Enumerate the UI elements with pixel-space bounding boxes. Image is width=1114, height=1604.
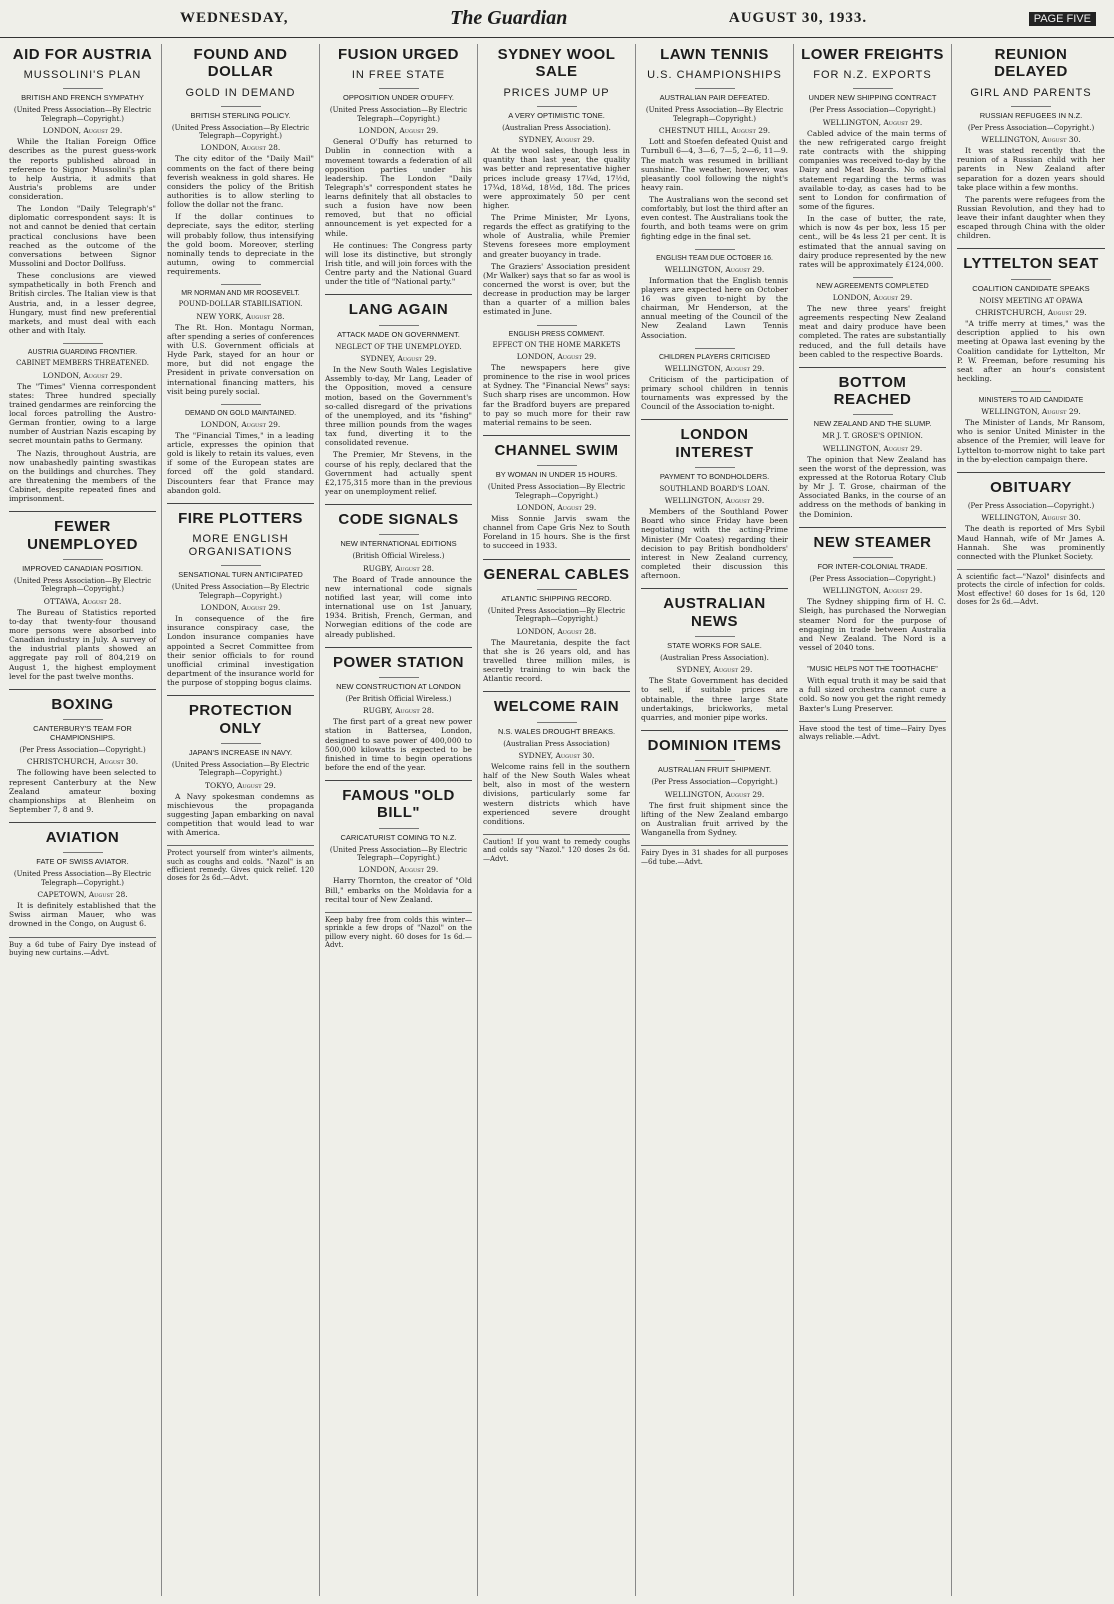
article-headline: PROTECTION ONLY	[188, 702, 293, 737]
rule	[695, 760, 735, 761]
article-dateline: LONDON, August 29.	[516, 352, 597, 361]
article	[325, 294, 472, 496]
article-paragraph: General O'Duffy has returned to Dublin in connection with a movement towards a federation of all opposition parties under his leadership. The London "Daily Telegraph's" correspondent states he learns definitely that all obstacles to such a fusion have now been removed, but that no official announcement is yet expected for a while.	[325, 137, 472, 238]
article-byline: SOUTHLAND BOARD'S LOAN.	[659, 484, 770, 493]
article-headline: LONDON INTEREST	[675, 426, 754, 461]
article-dateline: LONDON, August 28.	[516, 626, 597, 636]
rule	[853, 88, 893, 89]
article-paragraph: A Navy spokesman condemns as mischievous the propaganda suggesting Japan embarking on naval competition that would lead to war with America.	[167, 791, 314, 838]
article-headline: BOXING	[51, 695, 114, 713]
article-subdeck: DEMAND ON GOLD MAINTAINED.	[184, 409, 297, 417]
article-paragraph: The newspapers here give prominence to the rise in wool prices at Sydney. The "Financial News" says: Such sharp rises are uncommon. How far the Bradford buyers are prepared to pay so much more for their raw material remains to be seen.	[483, 363, 630, 427]
article-dateline: WELLINGTON, August 29.	[981, 407, 1081, 417]
article-paragraph: Miss Sonnie Jarvis swam the channel from Cape Gris Nez to South Foreland in 15 hours. She is the first to succeed in 1933.	[483, 514, 630, 551]
rule	[537, 589, 577, 590]
article-headline: REUNION DELAYED	[994, 46, 1068, 81]
article-deck: U.S. CHAMPIONSHIPS	[647, 69, 782, 82]
article-divider	[483, 435, 630, 436]
article	[957, 248, 1105, 383]
masthead	[0, 0, 1114, 38]
article-byline: (Per Press Association—Copyright.)	[809, 106, 936, 115]
article-subdeck: AUSTRALIAN PAIR DEFEATED.	[659, 93, 770, 103]
article-paragraph: In consequence of the fire insurance conspiracy case, the London insurance companies have appointed a Secret Committee from their senior officials to for round unofficial criminal investigation department of the insurance world for the purpose of stopping bogus claims.	[167, 614, 314, 688]
article-subdeck: CARICATURIST COMING TO N.Z.	[340, 832, 457, 842]
article-subdeck: NEW ZEALAND AND THE SLUMP.	[813, 419, 932, 429]
article-paragraph: The first part of a great new power station in Battersea, London, designed to save power of 400,000 to 500,000 kilowatts is expected to be finished in time to begin operations before the end of the year.	[325, 717, 472, 773]
article-subdeck: FATE OF SWISS AVIATOR.	[36, 857, 129, 867]
rule	[1011, 106, 1051, 107]
article-subdeck: BY WOMAN IN UNDER 15 HOURS.	[495, 470, 618, 480]
rule	[537, 465, 577, 466]
article-dateline: CHESTNUT HILL, August 29.	[658, 126, 771, 136]
article-subdeck: MINISTERS TO AID CANDIDATE	[978, 397, 1084, 405]
article-dateline: NEW YORK, August 28.	[196, 311, 285, 321]
article	[167, 503, 314, 688]
rule	[853, 414, 893, 415]
article-subdeck: RUSSIAN REFUGEES IN N.Z.	[979, 110, 1083, 120]
article	[483, 691, 630, 826]
masthead-page-number: PAGE FIVE	[1029, 12, 1096, 26]
article-divider	[325, 647, 472, 648]
rule	[63, 559, 103, 560]
article-paragraph: He continues: The Congress party will lose its distinctive, but strongly Irish title, and will join forces with the Centre party and the National Guard under the title of "National party."	[325, 240, 472, 287]
article-dateline: LONDON, August 29.	[42, 370, 123, 380]
article-paragraph: At the wool sales, though less in quantity than last year, the quality was better and representative higher prices include greasy 17¼d, 17½d, 17¾d, 18¼d, 18½d, 18d. The prices were approximately 50 per cent higher.	[483, 146, 630, 210]
article-paragraph: The parents were refugees from the Russian Revolution, and they had to leave their infant daughter when they escaped through China with the older children.	[957, 194, 1105, 241]
article-headline: DOMINION ITEMS	[647, 736, 782, 754]
article-dateline: WELLINGTON, August 29.	[664, 496, 765, 506]
advertisement: A scientific fact—"Nazol" disinfects and protects the circle of infection for colds. Most effective! 60 doses for 1s 6d, 120 doses for 2s 6d.—Advt.	[957, 569, 1105, 607]
article-divider	[325, 294, 472, 295]
article-paragraph: Welcome rains fell in the southern half of the New South Wales wheat belt, also in most of the western divisions, particularly some far western districts which have experienced severe drought conditions.	[483, 761, 630, 826]
rule	[63, 88, 103, 89]
article-divider	[167, 695, 314, 696]
article-divider	[483, 559, 630, 560]
article-subdeck: STATE WORKS FOR SALE.	[667, 640, 762, 650]
rule	[695, 636, 735, 637]
article-byline: NEGLECT OF THE UNEMPLOYED.	[335, 342, 462, 351]
article-paragraph: The first fruit shipment since the lifting of the New Zealand embargo on Australian fruit arrived by the Wanganella from Sydney.	[641, 800, 788, 837]
article	[799, 367, 946, 519]
article-subdeck: AUSTRIA GUARDING FRONTIER.	[27, 349, 138, 357]
rule	[221, 565, 261, 566]
article-paragraph: The city editor of the "Daily Mail" comments on the fact of there being feverish weakness in gold shares. He considers the policy of the British authorities is to allow sterling to follow the dollar not the franc.	[167, 154, 314, 210]
article-dateline: SYDNEY, August 29.	[676, 665, 753, 675]
article-subdeck: N.S. WALES DROUGHT BREAKS.	[497, 726, 616, 736]
article-paragraph: Members of the Southland Power Board who since Friday have been negotiating with the acting-Prime Minister (Mr Coates) regarding their decision to pay British bondholders' interest in New Zealand currency, completed their discussion this afternoon.	[641, 507, 788, 581]
article	[9, 822, 156, 928]
article	[799, 527, 946, 652]
article-paragraph: Information that the English tennis players are expected here on October 16 was given to-night by the chairman, Mr Henderson, at the annual meeting of the Council of the New Zealand Lawn Tennis Association.	[641, 275, 788, 340]
article-subdeck: FOR INTER-COLONIAL TRADE.	[817, 561, 928, 571]
article-dateline: RUGBY, August 28.	[362, 706, 434, 716]
article-paragraph: The death is reported of Mrs Sybil Maud Hannah, wife of Mr James A. Hannah. She was prominently connected with the Plunket Society.	[957, 524, 1105, 561]
article	[483, 46, 630, 317]
rule	[221, 106, 261, 107]
article-paragraph: With equal truth it may be said that a full sized orchestra cannot cure a cold. So now you get the right remedy Baxter's Lung Preserver.	[799, 676, 946, 713]
article-paragraph: The new three years' freight agreements respecting New Zealand meat and dairy produce have been completed. The rates are substantially reduced, and the full details have been cabled to the respective Boards.	[799, 303, 946, 359]
article-deck: GOLD IN DEMAND	[185, 86, 296, 99]
article-subdeck: BRITISH AND FRENCH SYMPATHY	[21, 93, 144, 103]
article-byline: (Per Press Association—Copyright.)	[651, 778, 778, 787]
column-3	[320, 44, 478, 1596]
article-paragraph: The State Government has decided to sell, if suitable prices are obtainable, the three large State undertakings, brickworks, metal quarries, and monier pipe works.	[641, 676, 788, 722]
article-dateline: LONDON, August 28.	[200, 143, 281, 153]
article-paragraph: The Nazis, throughout Austria, are now unabashedly painting swastikas on the buildings and churches. They are threatening the members of the Cabinet, despite repeated fines and imprisonment.	[9, 448, 156, 504]
article-dateline: RUGBY, August 28.	[362, 563, 434, 573]
article-paragraph: The Board of Trade announce the new international code signals notified last year, will come into international use on 1st January, 1934. British, French, German, and Norwegian editions of the code are already published.	[325, 574, 472, 639]
article	[9, 46, 156, 335]
article	[641, 419, 788, 580]
article-headline: FIRE PLOTTERS	[178, 509, 303, 527]
article-paragraph: The Minister of Lands, Mr Ransom, who is senior United Minister in the absence of the Premier, will leave for Lyttelton to-morrow night to take part in the by-election campaign there.	[957, 418, 1105, 464]
article-paragraph: These conclusions are viewed sympathetically in both French and British circles. The Italian view is that Austria, and, in a lesser degree, Hungary, must find new preferential markets, and must deal with each other and with Italy.	[9, 271, 156, 336]
rule	[221, 404, 261, 405]
rule	[379, 677, 419, 678]
article-byline: (Per Press Association—Copyright.)	[967, 502, 1095, 511]
article-headline: CODE SIGNALS	[338, 511, 459, 529]
article-paragraph: The opinion that New Zealand has seen the worst of the depression, was expressed at the Rotorua Rotary Club by Mr J. T. Grose, chairman of the Associated Banks, in the course of an address on the methods of banking in the Dominion.	[799, 454, 946, 519]
rule	[63, 719, 103, 720]
article-paragraph: In the case of butter, the rate, which is now 4s per box, less 15 per cent., will be 4s less 21 per cent. It is estimated that the annual saving on dairy produce represented by the new rates will be approximately £124,000.	[799, 214, 946, 269]
article-byline: (United Press Association—By Electric Telegraph—Copyright.)	[171, 760, 310, 778]
article-paragraph: The Bureau of Statistics reported to-day that twenty-four thousand more persons were absorbed into Canadian industry in July. A survey of the industrial plants showed an aggregate pay roll of 804,219 on August 1, the highest employment level for the past twelve months.	[9, 607, 156, 681]
article	[325, 647, 472, 772]
column-7	[952, 44, 1110, 1596]
article-headline: LAWN TENNIS	[660, 46, 769, 63]
article-byline: CABINET MEMBERS THREATENED.	[16, 359, 149, 368]
article-byline: MR J. T. GROSE'S OPINION.	[822, 432, 923, 441]
article-byline: (United Press Association—By Electric Telegraph—Copyright.)	[487, 483, 626, 500]
article-byline: (British Official Wireless.)	[352, 552, 445, 561]
article-paragraph: While the Italian Foreign Office describes as the purest guess-work the reports published abroad in reference to Signor Mussolini's plan to help Austria, it admits that Austria's problems are under consideration.	[9, 137, 156, 202]
column-2	[162, 44, 320, 1596]
article-headline: GENERAL CABLES	[483, 565, 630, 583]
rule	[63, 852, 103, 853]
article-dateline: WELLINGTON, August 30.	[981, 135, 1081, 145]
article-headline: AID FOR AUSTRIA	[12, 46, 153, 63]
article	[9, 689, 156, 814]
article	[799, 46, 946, 269]
article-byline: (United Press Association—By Electric Telegraph—Copyright.)	[645, 106, 784, 123]
advertisement: Protect yourself from winter's ailments, such as coughs and colds. "Nazol" is an efficient remedy. Gives quick relief. 120 doses for 2s 6d.—Advt.	[167, 845, 314, 883]
article-divider	[9, 689, 156, 690]
article-headline: LOWER FREIGHTS	[801, 46, 944, 63]
rule	[1011, 391, 1051, 392]
article	[483, 559, 630, 684]
article-subdeck: COALITION CANDIDATE SPEAKS	[972, 283, 1090, 293]
article-subdeck: NEW INTERNATIONAL EDITIONS	[340, 539, 457, 549]
article	[167, 46, 314, 276]
advertisement: Have stood the test of time—Fairy Dyes always reliable.—Advt.	[799, 721, 946, 742]
article-headline: OBITUARY	[990, 478, 1072, 496]
article-dateline: WELLINGTON, August 29.	[664, 264, 765, 274]
article	[167, 284, 314, 396]
article-paragraph: Lott and Stoefen defeated Quist and Turnbull 6—4, 3—6, 7—5, 2—6, 11—9. The match was resumed in brilliant sunshine. The weather, however, was pleasantly cool following the night's heavy rain.	[641, 137, 788, 192]
article-headline: LYTTELTON SEAT	[963, 255, 1099, 273]
article-paragraph: The following have been selected to represent Canterbury at the New Zealand amateur boxing championships at Blenheim on September 7, 8 and 9.	[9, 768, 156, 814]
article	[9, 511, 156, 680]
article-headline: POWER STATION	[333, 653, 464, 671]
article	[799, 277, 946, 359]
article-divider	[641, 419, 788, 420]
article	[167, 695, 314, 837]
article-dateline: WELLINGTON, August 29.	[664, 789, 765, 799]
article-subdeck: PAYMENT TO BONDHOLDERS.	[659, 471, 770, 481]
article-byline: (United Press Association—By Electric Telegraph—Copyright.)	[13, 576, 152, 594]
article-paragraph: "A triffe merry at times," was the description applied to his own meeting at Opawa last evening by the Coalition candidate for Lyttelton, Mr P. W. Freeman, before resuming his seat after an hour's consistent heckling.	[957, 319, 1105, 383]
article-paragraph: The "Financial Times," in a leading article, expresses the opinion that gold is likely to retain its values, even if some of the European states are forced off the gold standard. Discounters fear that France may abandon gold.	[167, 430, 314, 495]
article-byline: (Per Press Association—Copyright.)	[809, 574, 936, 583]
article-headline: FEWER UNEMPLOYED	[27, 518, 138, 553]
article-dateline: TOKYO, August 29.	[205, 780, 276, 790]
article-byline: (Per British Official Wireless.)	[345, 694, 452, 703]
article-headline: FUSION URGED	[337, 46, 459, 63]
article-byline: (United Press Association—By Electric Telegraph—Copyright.)	[171, 123, 310, 141]
article-divider	[641, 588, 788, 589]
article-deck: PRICES JUMP UP	[503, 86, 610, 99]
article-paragraph: Criticism of the participation of primary school children in tennis tournaments was expressed by the Council of the Association to-night.	[641, 374, 788, 412]
article-subdeck: CHILDREN PLAYERS CRITICISED	[658, 353, 771, 361]
article-headline: AUSTRALIAN NEWS	[663, 595, 766, 630]
article-divider	[325, 504, 472, 505]
masthead-paper-title: The Guardian	[450, 7, 568, 29]
article	[483, 435, 630, 551]
article	[641, 730, 788, 837]
rule	[221, 284, 261, 285]
article-dateline: LONDON, August 29.	[516, 503, 597, 513]
article-deck: MORE ENGLISH ORGANISATIONS	[188, 533, 293, 559]
article-paragraph: Cabled advice of the main terms of the new refrigerated cargo freight rate contracts with the shipping companies was received to-day by the Dairy and Meat Boards. No official statement regarding the terms was available to-day, as cases had to be sent to London for confirmation of some of the figures.	[799, 128, 946, 211]
article	[641, 588, 788, 722]
article-dateline: LONDON, August 29.	[200, 603, 281, 613]
article-headline: SYDNEY WOOL SALE	[497, 46, 616, 81]
masthead-day: WEDNESDAY,	[180, 10, 289, 26]
article-subdeck: A VERY OPTIMISTIC TONE.	[508, 110, 605, 120]
article-dateline: LONDON, August 29.	[42, 126, 123, 136]
article-dateline: LONDON, August 29.	[200, 419, 281, 429]
column-6	[794, 44, 952, 1596]
rule	[221, 743, 261, 744]
article-dateline: WELLINGTON, August 29.	[822, 117, 923, 127]
article	[641, 46, 788, 241]
article	[957, 391, 1105, 464]
article-paragraph: The Premier, Mr Stevens, in the course of his reply, declared that the Government had actually spent £2,175,315 more than in the previous year on unemployment relief.	[325, 450, 472, 496]
article-dateline: WELLINGTON, August 29.	[822, 586, 923, 596]
advertisement: Fairy Dyes in 31 shades for all purposes—6d tube.—Advt.	[641, 845, 788, 866]
article-subdeck: NEW AGREEMENTS COMPLETED	[816, 282, 929, 290]
article-byline: (United Press Association—By Electric Telegraph—Copyright.)	[329, 845, 468, 863]
article	[9, 343, 156, 503]
article-headline: FOUND AND DOLLAR	[193, 46, 288, 81]
article-deck: IN FREE STATE	[351, 69, 446, 82]
article-deck: MUSSOLINI'S PLAN	[23, 69, 142, 82]
article-byline: (United Press Association—By Electric Telegraph—Copyright.)	[13, 870, 152, 887]
rule	[537, 325, 577, 326]
rule	[695, 348, 735, 349]
article-byline: (Per Press Association—Copyright.)	[967, 123, 1095, 132]
article-byline: (Australian Press Association).	[502, 123, 611, 132]
article-divider	[957, 472, 1105, 473]
article-paragraph: In the New South Wales Legislative Assembly to-day, Mr Lang, Leader of the Opposition, moved a censure motion, based on the Government's so-called disregard of the privations of the unemployed, and its "fishing" three million pounds from the wages tax fund, diverting it to the consolidated revenue.	[325, 365, 472, 448]
article-divider	[483, 691, 630, 692]
article	[799, 660, 946, 713]
article-paragraph: The London "Daily Telegraph's" diplomatic correspondent says: It is not and cannot be denied that certain practical conclusions have been reached as the outcome of the conversations between Signor Mussolini and Doctor Dollfuss.	[9, 204, 156, 269]
column-1	[4, 44, 162, 1596]
article	[325, 46, 472, 286]
article-dateline: SYDNEY, August 30.	[518, 750, 595, 760]
article-paragraph: The Sydney shipping firm of H. C. Sleigh, has purchased the Norwegian steamer Nord for the purpose of engaging in trade between Australia and New Zealand. The Nord is a vessel of 2040 tons.	[799, 597, 946, 652]
article-headline: LANG AGAIN	[348, 301, 449, 319]
rule	[63, 343, 103, 344]
rule	[695, 88, 735, 89]
article-subdeck: UNDER NEW SHIPPING CONTRACT	[808, 93, 937, 103]
article	[957, 472, 1105, 561]
article-subdeck: CANTERBURY'S TEAM FOR CHAMPIONSHIPS.	[33, 724, 132, 743]
article-headline: FAMOUS "OLD BILL"	[342, 787, 455, 822]
rule	[537, 722, 577, 723]
article-subdeck: JAPAN'S INCREASE IN NAVY.	[188, 747, 293, 757]
article-paragraph: It was stated recently that the reunion of a Russian child with her parents in New Zealand after separation for a dozen years should take place within a few months.	[957, 146, 1105, 192]
article-subdeck: ENGLISH PRESS COMMENT.	[508, 330, 605, 338]
rule	[379, 828, 419, 829]
article-paragraph: The Rt. Hon. Montagu Norman, after spending a series of conferences with U.S. Government officials at Hyde Park, stayed for an hour or more, but did not engage the President in private conversation on international financing matters, his visit being purely social.	[167, 322, 314, 396]
article-dateline: SYDNEY, August 29.	[518, 135, 595, 145]
article-dateline: SYDNEY, August 29.	[360, 354, 437, 364]
column-4	[478, 44, 636, 1596]
article-subdeck: IMPROVED CANADIAN POSITION.	[22, 563, 143, 573]
article-byline: EFFECT ON THE HOME MARKETS	[492, 340, 621, 349]
article-byline: POUND-DOLLAR STABILISATION.	[178, 300, 303, 309]
rule	[695, 467, 735, 468]
article	[325, 780, 472, 904]
article-deck: GIRL AND PARENTS	[970, 86, 1092, 99]
rule	[537, 106, 577, 107]
article-divider	[799, 527, 946, 528]
advertisement: Buy a 6d tube of Fairy Dye instead of buying new curtains.—Advt.	[9, 937, 156, 958]
article-paragraph: It is definitely established that the Swiss airman Mauer, who was drowned in the Congo, on August 6.	[9, 901, 156, 929]
article	[483, 325, 630, 427]
article-byline: (United Press Association—By Electric Telegraph—Copyright.)	[171, 583, 310, 600]
article-paragraph: The Mauretania, despite the fact that she is 26 years old, and has travelled three million miles, is secretly training to win back the Atlantic record.	[483, 637, 630, 684]
article-dateline: WELLINGTON, August 30.	[981, 513, 1081, 523]
article-divider	[9, 511, 156, 512]
article-byline: (United Press Association—By Electric Telegraph—Copyright.)	[487, 606, 626, 624]
article-dateline: CHRISTCHURCH, August 29.	[975, 308, 1087, 318]
article-subdeck: ATLANTIC SHIPPING RECORD.	[501, 593, 612, 603]
article-byline: NOISY MEETING AT OPAWA	[979, 296, 1083, 305]
article-paragraph: The Graziers' Association president (Mr Walker) says that so far as wool is concerned the worst is over, but the decrease in production may be larger than a quarter of a million bales estimated in June.	[483, 261, 630, 317]
rule	[379, 88, 419, 89]
advertisement: Caution! If you want to remedy coughs and colds say "Nazol." 120 doses 2s 6d.—Advt.	[483, 834, 630, 863]
article-byline: (United Press Association—By Electric Telegraph—Copyright.)	[329, 106, 468, 123]
article-dateline: WELLINGTON, August 29.	[822, 443, 923, 453]
article-paragraph: The Prime Minister, Mr Lyons, regards the effect as gratifying to the whole of Australia, while Premier Stevens foresees more employment and greater buoyancy in trade.	[483, 213, 630, 259]
article-paragraph: If the dollar continues to depreciate, says the editor, sterling will probably follow, thus intensifying the gold boom. Moreover, sterling nominally tends to depreciate in the autumn, owing to commercial requirements.	[167, 212, 314, 277]
rule	[1011, 279, 1051, 280]
article-subdeck: SENSATIONAL TURN ANTICIPATED	[178, 570, 303, 580]
article-subdeck: OPPOSITION UNDER O'DUFFY.	[343, 93, 454, 103]
article-divider	[325, 780, 472, 781]
article	[641, 249, 788, 340]
article-subdeck: NEW CONSTRUCTION AT LONDON	[336, 681, 461, 691]
article-divider	[957, 248, 1105, 249]
article-headline: AVIATION	[45, 829, 120, 847]
article-divider	[799, 367, 946, 368]
article-divider	[9, 822, 156, 823]
article-byline: (Per Press Association—Copyright.)	[19, 746, 146, 755]
column-5	[636, 44, 794, 1596]
article-subdeck: MR NORMAN AND MR ROOSEVELT.	[181, 290, 300, 298]
article-subdeck: "MUSIC HELPS NOT THE TOOTHACHE"	[807, 666, 938, 674]
article	[641, 348, 788, 412]
article-dateline: LONDON, August 29.	[358, 126, 439, 136]
article-deck: FOR N.Z. EXPORTS	[813, 69, 932, 82]
article-dateline: LONDON, August 29.	[832, 292, 913, 302]
article	[325, 504, 472, 639]
article-dateline: CAPETOWN, August 28.	[37, 890, 128, 900]
article-dateline: WELLINGTON, August 29.	[664, 363, 765, 373]
article	[167, 404, 314, 495]
article-headline: BOTTOM REACHED	[833, 373, 912, 409]
rule	[379, 534, 419, 535]
article-headline: CHANNEL SWIM	[494, 441, 619, 459]
article-headline: WELCOME RAIN	[493, 698, 620, 716]
article-dateline: LONDON, August 29.	[358, 865, 439, 875]
article-subdeck: AUSTRALIAN FRUIT SHIPMENT.	[657, 765, 772, 775]
rule	[853, 660, 893, 661]
article-paragraph: The "Times" Vienna correspondent states: Three hundred specially trained gendarmes are reinforcing the local forces patrolling the Austro-German frontier, owing to a large number of Austrian Nazis escaping by secret mountain paths to Germany.	[9, 381, 156, 446]
article-dateline: OTTAWA, August 28.	[43, 596, 122, 606]
article-dateline: CHRISTCHURCH, August 30.	[26, 757, 139, 767]
article-subdeck: BRITISH STERLING POLICY.	[190, 110, 291, 120]
article-paragraph: The Australians won the second set comfortably, but lost the third after an even contest. The Australians took the fourth, and both teams were on grim fighting edge in the final set.	[641, 195, 788, 241]
rule	[853, 277, 893, 278]
masthead-date: AUGUST 30, 1933.	[728, 10, 868, 26]
article	[957, 46, 1105, 240]
article-byline: (Australian Press Association).	[660, 653, 769, 662]
rule	[695, 249, 735, 250]
article-paragraph: Harry Thornton, the creator of "Old Bill," embarks on the Moldavia for a recital tour of New Zealand.	[325, 876, 472, 904]
article-subdeck: ENGLISH TEAM DUE OCTOBER 16.	[656, 254, 773, 262]
article-byline: (Australian Press Association)	[503, 739, 610, 748]
article-divider	[167, 503, 314, 504]
article-byline: (United Press Association—By Electric Telegraph—Copyright.)	[13, 106, 152, 123]
article-headline: NEW STEAMER	[813, 533, 932, 551]
newspaper-columns	[4, 44, 1110, 1596]
rule	[853, 557, 893, 558]
advertisement: Keep baby free from colds this winter—sprinkle a few drops of "Nazol" on the pillow every night. 60 doses for 1s 6d.—Advt.	[325, 912, 472, 950]
rule	[379, 325, 419, 326]
article-divider	[641, 730, 788, 731]
article-subdeck: ATTACK MADE ON GOVERNMENT.	[337, 329, 460, 339]
